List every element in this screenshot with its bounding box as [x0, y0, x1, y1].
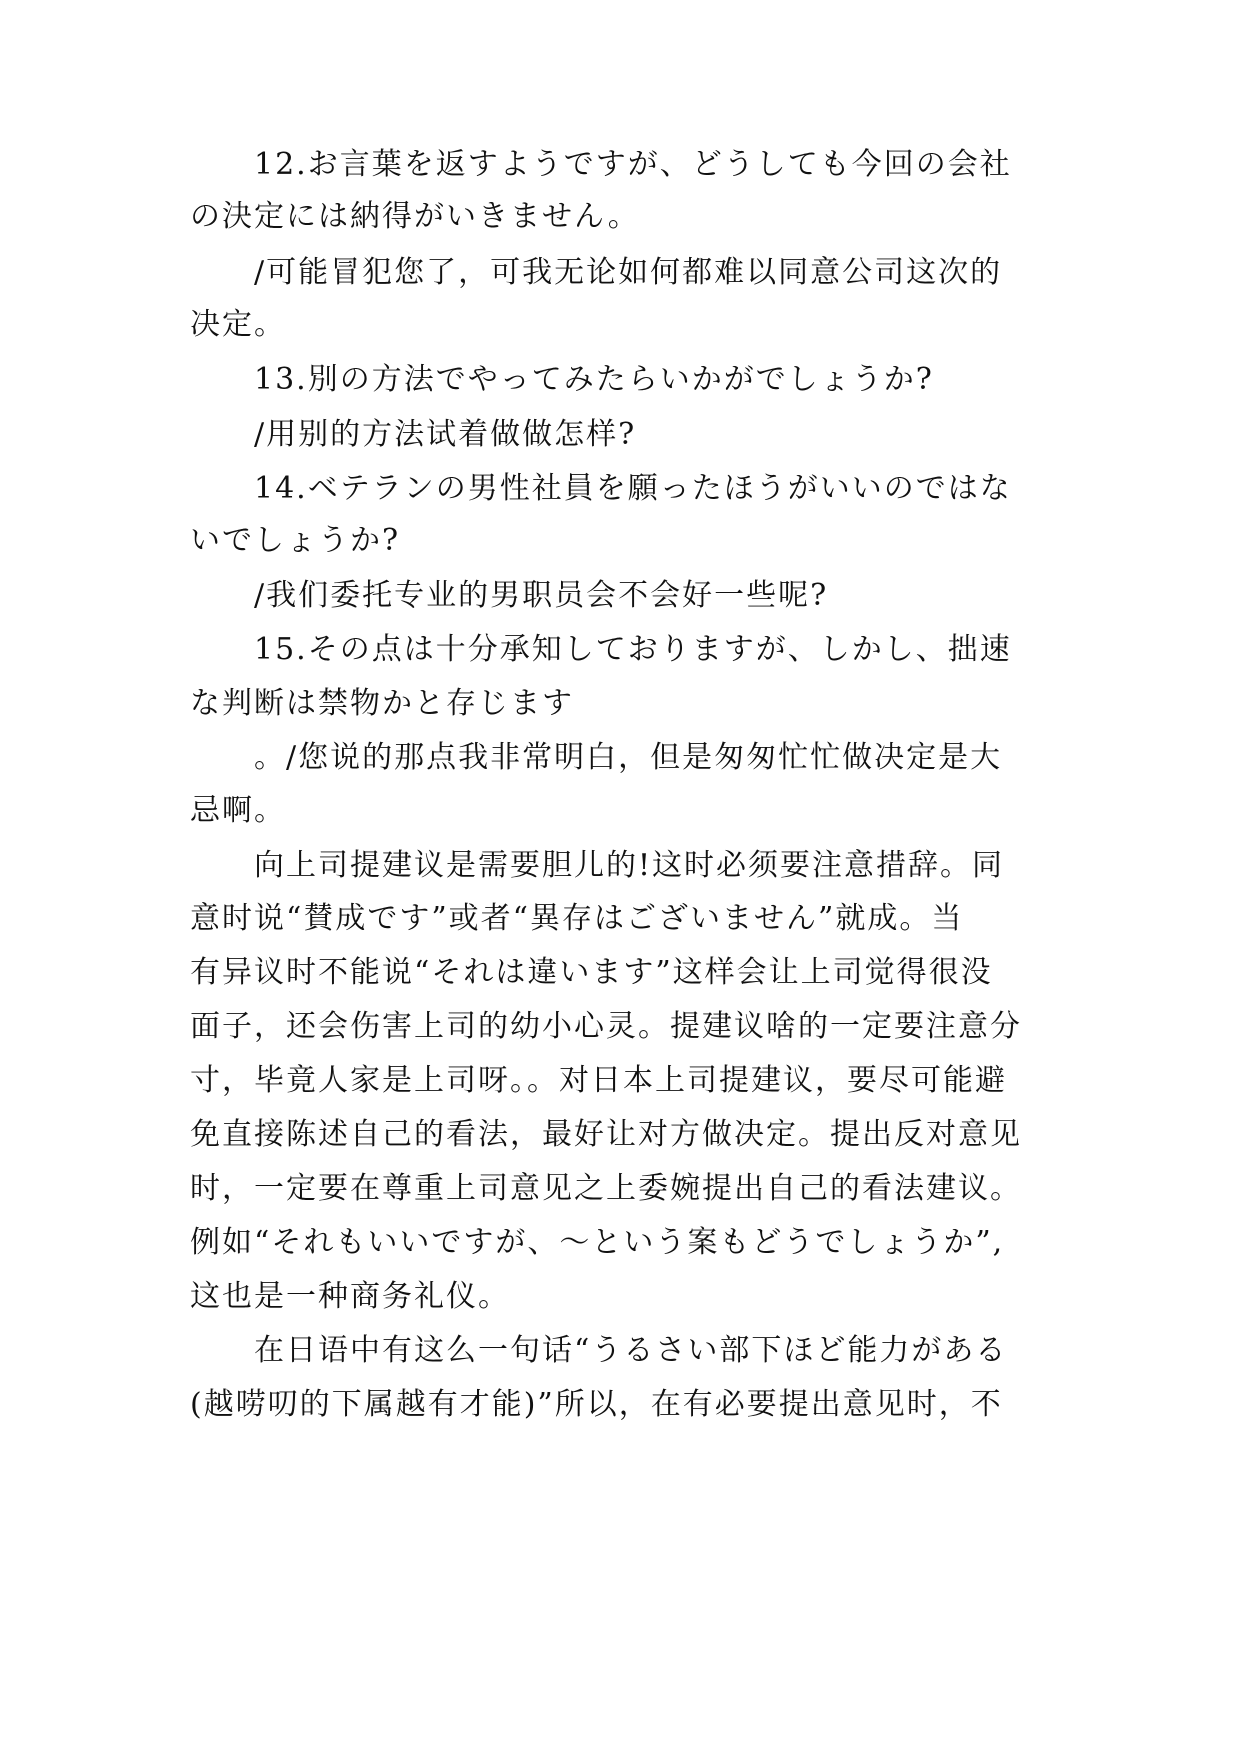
text-line: 向上司提建议是需要胆儿的!这时必须要注意措辞。同	[254, 848, 1005, 883]
text-line: 意时说“賛成です”或者“異存はございません”就成。当	[190, 901, 964, 936]
text-line: 14.ベテランの男性社員を願ったほうがいいのではな	[254, 471, 1012, 506]
text-line: 寸，毕竟人家是上司呀。。对日本上司提建议，要尽可能避	[190, 1063, 1007, 1098]
text-line: 15.その点は十分承知しておりますが、しかし、拙速	[254, 632, 1012, 667]
text-line: 时，一定要在尊重上司意见之上委婉提出自己的看法建议。	[190, 1171, 1022, 1206]
text-line: (越唠叨的下属越有才能)”所以，在有必要提出意见时，不	[190, 1387, 1003, 1422]
text-line: 12.お言葉を返すようですが、どうしても今回の会社	[254, 147, 1012, 182]
text-line: 13.別の方法でやってみたらいかがでしょうか?	[254, 362, 934, 397]
text-line: /可能冒犯您了，可我无论如何都难以同意公司这次的	[254, 255, 1003, 290]
text-line: 。/您说的那点我非常明白，但是匆匆忙忙做决定是大	[254, 740, 1003, 775]
text-line: 这也是一种商务礼仪。	[190, 1279, 510, 1314]
text-line: 免直接陈述自己的看法，最好让对方做决定。提出反对意见	[190, 1117, 1022, 1152]
text-line: /用别的方法试着做做怎样?	[254, 417, 637, 452]
text-line: 在日语中有这么一句话“うるさい部下ほど能力がある	[254, 1333, 1008, 1368]
text-line: 忌啊。	[190, 793, 286, 828]
text-line: 例如“それもいいですが、～という案もどうでしょうか”,	[190, 1225, 1005, 1260]
text-line: 有异议时不能说“それは違います”这样会让上司觉得很没	[190, 955, 993, 990]
text-line: 决定。	[190, 307, 286, 342]
text-line: /我们委托专业的男职员会不会好一些呢?	[254, 578, 829, 613]
text-line: 面子，还会伤害上司的幼小心灵。提建议啥的一定要注意分	[190, 1009, 1022, 1044]
text-line: な判断は禁物かと存じます	[190, 686, 574, 721]
text-line: の決定には納得がいきません。	[190, 199, 640, 234]
text-line: いでしょうか?	[190, 523, 401, 558]
